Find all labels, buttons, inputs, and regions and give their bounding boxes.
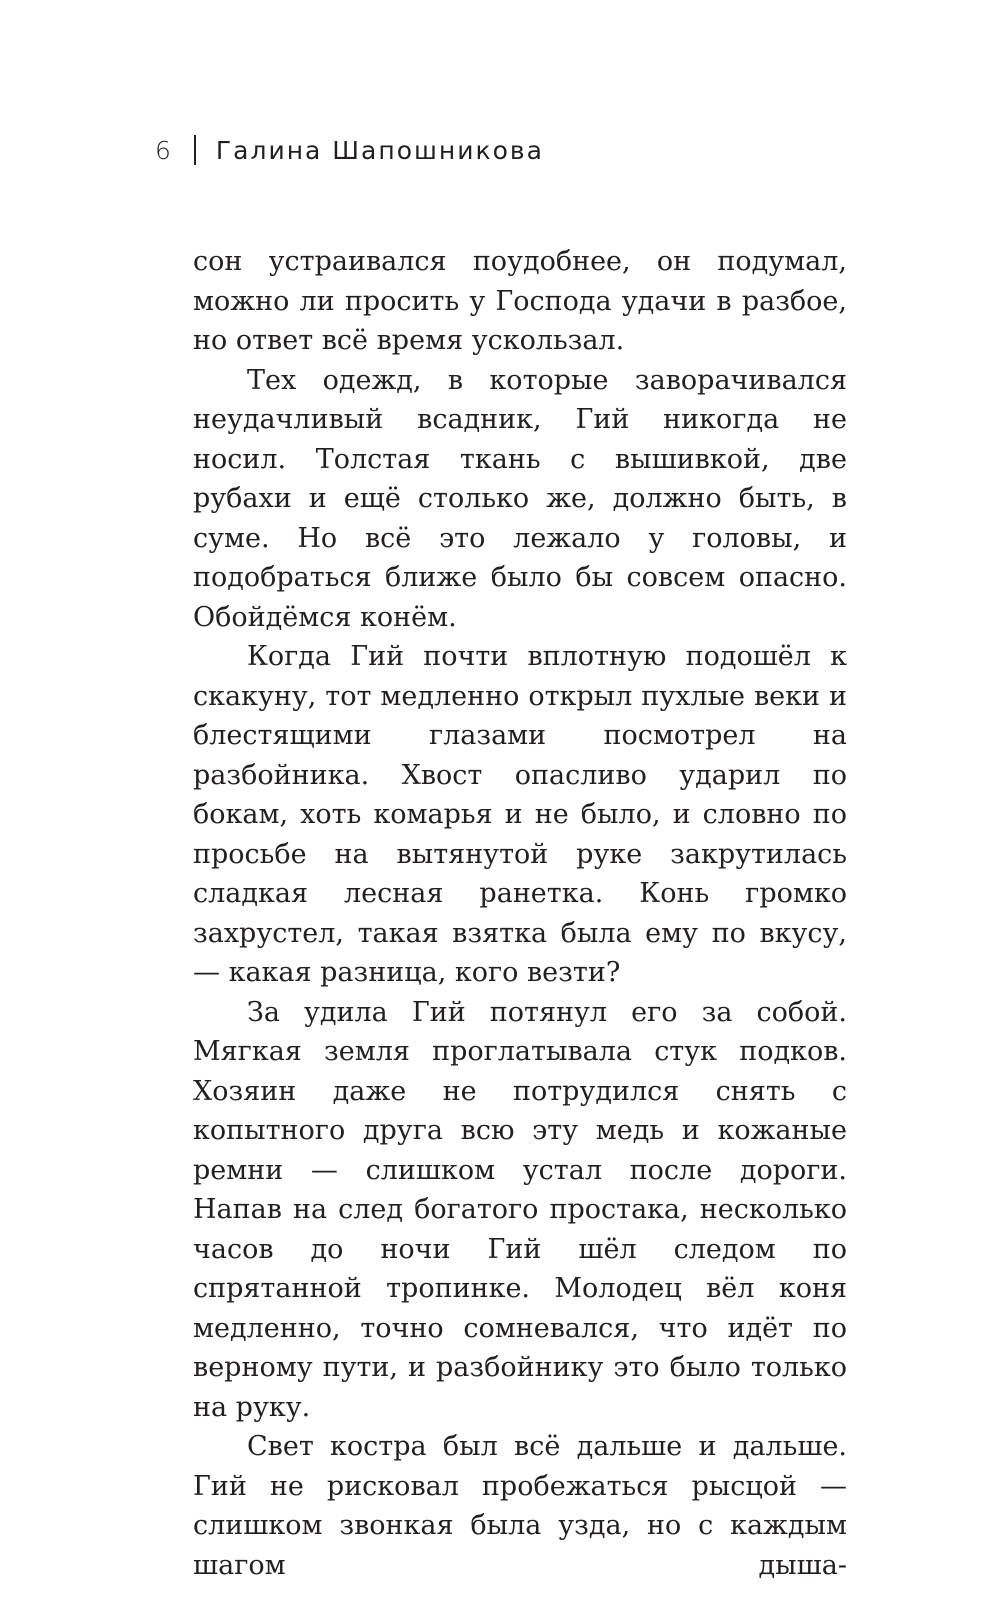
paragraph-5: Свет костра был всё дальше и дальше. Гий не рисковал пробежаться рысцой — слишком звонкая была узда, но с каждым шагом дыша-: [193, 1431, 847, 1581]
body-text: [193, 242, 847, 1585]
author-name: Галина Шапошникова: [215, 135, 544, 165]
header-divider: [194, 135, 196, 165]
paragraph-1: сон устраивался поудобнее, он подумал, можно ли просить у Господа удачи в разбое, но ответ всё время ускользал.: [193, 246, 847, 356]
paragraph-4: За удила Гий потянул его за собой. Мягкая земля проглатывала стук подков. Хозяин даже не потрудился снять с копытного друга всю эту медь и кожаные ремни — слишком устал после дороги. Напав на след богатого простака, несколько часов до ночи Гий шёл следом по спрятанной тропинке. Молодец вёл коня медленно, точно сомневался, что идёт по верному пути, и разбойнику это было только на руку.: [193, 996, 847, 1423]
running-head: [155, 133, 544, 167]
page-number: 6: [155, 135, 172, 165]
paragraph-3: Когда Гий почти вплотную подошёл к скакуну, тот медленно открыл пухлые веки и блестящими глазами посмотрел на разбойника. Хвост опасливо ударил по бокам, хоть комарья и не было, и словно по просьбе на вытянутой руке закрутилась сладкая лесная ранетка. Конь громко захрустел, такая взятка была ему по вкусу, — какая разница, кого везти?: [193, 641, 847, 988]
paragraph-2: Тех одежд, в которые заворачивался неудачливый всадник, Гий никогда не носил. Толстая ткань с вышивкой, две рубахи и ещё столько же, должно быть, в суме. Но всё это лежало у головы, и подобраться ближе было бы совсем опасно. Обойдёмся конём.: [193, 364, 847, 633]
